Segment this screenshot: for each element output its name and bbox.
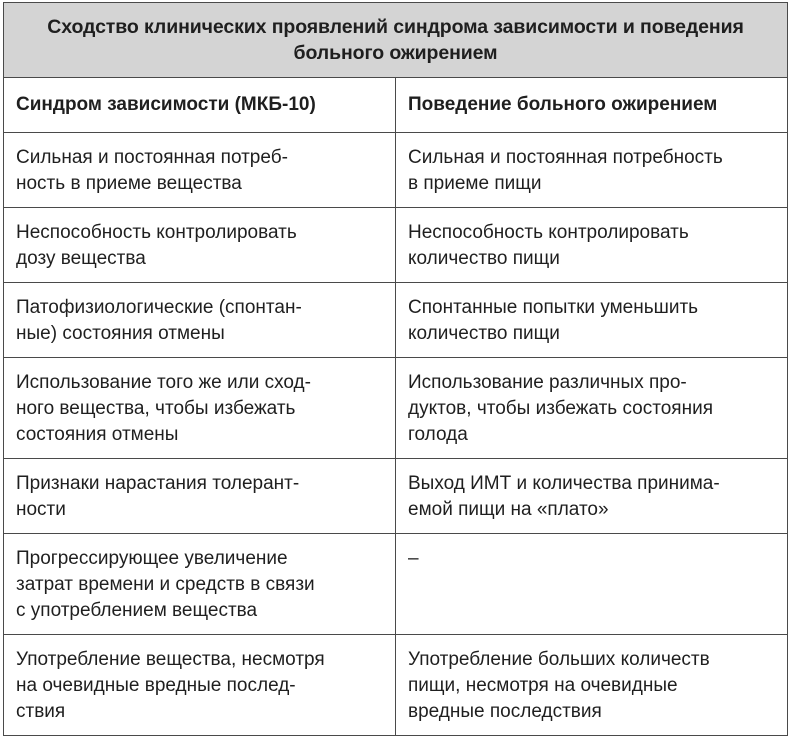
cell-dependence: Употребление вещества, несмотря на очевидные вредные послед- ствия: [4, 635, 396, 736]
table-row: [4, 283, 788, 358]
cell-dependence: Использование того же или сход- ного вещества, чтобы избежать состояния отмены: [4, 358, 396, 459]
cell-obesity: Спонтанные попытки уменьшить количество пищи: [396, 283, 788, 358]
cell-dependence: Прогрессирующее увеличение затрат времени и средств в связи с употреблением вещества: [4, 534, 396, 635]
cell-obesity: Неспособность контролировать количество пищи: [396, 208, 788, 283]
header-obesity-behavior: Поведение больного ожирением: [396, 78, 788, 133]
cell-dependence: Неспособность контролировать дозу вещества: [4, 208, 396, 283]
table-title: [4, 3, 788, 78]
table-row: [4, 208, 788, 283]
table-row: [4, 534, 788, 635]
table-row: [4, 133, 788, 208]
cell-obesity: Использование различных про- дуктов, чтобы избежать состояния голода: [396, 358, 788, 459]
cell-dependence: Патофизиологические (спонтан- ные) состояния отмены: [4, 283, 396, 358]
table-row: [4, 635, 788, 736]
cell-dependence: Признаки нарастания толерант- ности: [4, 459, 396, 534]
comparison-table: [3, 2, 788, 736]
cell-dependence: Сильная и постоянная потреб- ность в приеме вещества: [4, 133, 396, 208]
header-dependence-syndrome: Синдром зависимости (МКБ-10): [4, 78, 396, 133]
cell-obesity: Употребление больших количеств пищи, несмотря на очевидные вредные последствия: [396, 635, 788, 736]
table-row: [4, 358, 788, 459]
table-title-text: Сходство клинических проявлений синдрома зависимости и поведения больного ожирением: [47, 16, 744, 64]
cell-obesity: Сильная и постоянная потребность в приеме пищи: [396, 133, 788, 208]
table-row: [4, 459, 788, 534]
cell-obesity: Выход ИМТ и количества принима- емой пищи на «плато»: [396, 459, 788, 534]
cell-obesity: –: [396, 534, 788, 635]
header-row: [4, 78, 788, 133]
title-row: [4, 3, 788, 78]
